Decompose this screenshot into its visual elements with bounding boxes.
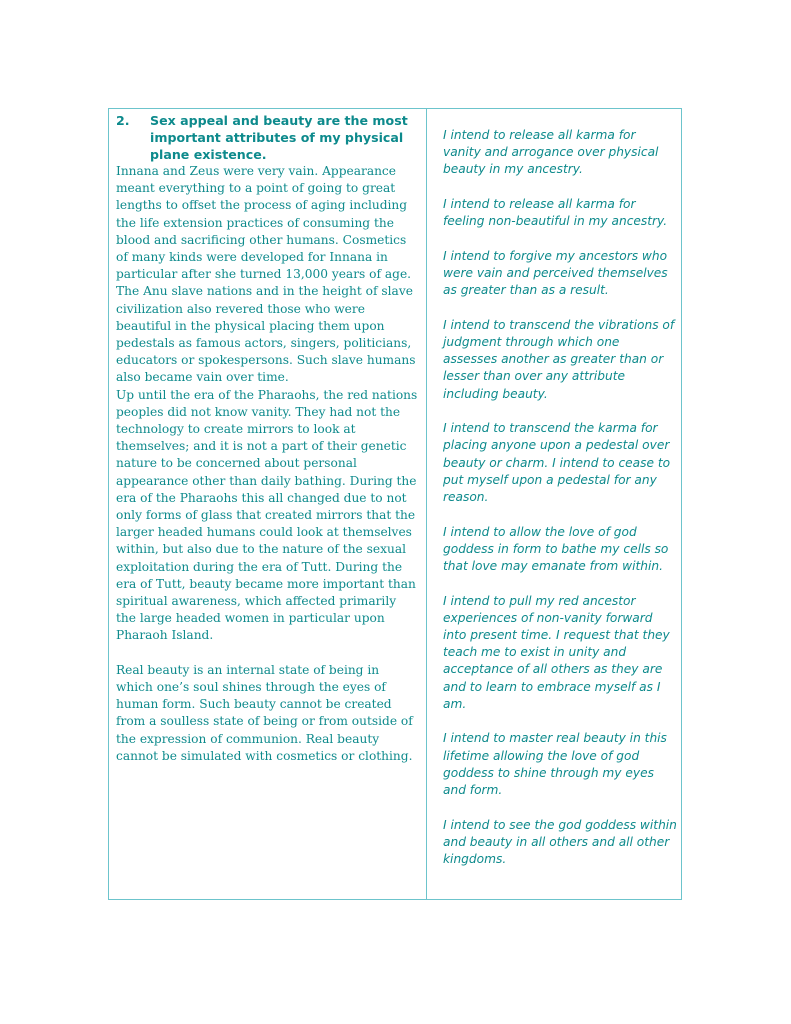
paragraph: The Anu slave nations and in the height of slave civilization also revered those who were beautiful in the physical placing them upon pedestals as famous actors, singers, politicians, educators or spokespersons. Such slave humans also became vain over time. — [116, 284, 416, 385]
item-heading — [116, 112, 418, 163]
left-column — [109, 109, 427, 899]
intent-statement: I intend to release all karma for feeling non-beautiful in my ancestry. — [443, 197, 668, 229]
intent-statement: I intend to pull my red ancestor experiences of non-vanity forward into present time. I request that they teach me to exist in unity and acceptance of all others as they are and to learn to embrace myself as I am. — [443, 593, 670, 711]
content-table — [108, 108, 682, 900]
intent-statement: I intend to forgive my ancestors who were vain and perceived themselves as greater than as a result. — [443, 248, 668, 298]
intent-statement: I intend to master real beauty in this lifetime allowing the love of god goddess to shine through my eyes and form. — [443, 731, 667, 798]
paragraph: Up until the era of the Pharaohs, the red nations peoples did not know vanity. They had not the technology to create mirrors to look at themselves; and it is not a part of their genetic nature to be concerned about personal appearance other than daily bathing. During the era of the Pharaohs this all changed due to not only forms of glass that created mirrors that the larger headed humans could look at themselves within, but also due to the nature of the sexual exploitation during the era of Tutt. During the era of Tutt, beauty became more important than spiritual awareness, which affected primarily the large headed women in particular upon Pharaoh Island. — [116, 387, 418, 643]
intent-statement: I intend to transcend the karma for placing anyone upon a pedestal over beauty or charm. I intend to cease to put myself upon a pedestal for any reason. — [443, 421, 671, 505]
intent-statement: I intend to allow the love of god goddess in form to bathe my cells so that love may emanate from within. — [443, 524, 669, 574]
paragraph: Real beauty is an internal state of being in which one’s soul shines through the eyes of human form. Such beauty cannot be created from a soulless state of being or from outside of the expression of communion. Real beauty cannot be simulated with cosmetics or clothing. — [116, 662, 413, 763]
intent-statement: I intend to see the god goddess within and beauty in all others and all other kingdoms. — [443, 817, 677, 867]
intent-statement: I intend to release all karma for vanity and arrogance over physical beauty in my ancestry. — [443, 128, 659, 177]
right-column — [427, 109, 681, 899]
intent-statement: I intend to transcend the vibrations of judgment through which one assesses another as greater than or lesser than over any attribute including beauty. — [443, 317, 675, 401]
paragraph: Innana and Zeus were very vain. Appearance meant everything to a point of going to great lengths to offset the process of aging including the life extension practices of consuming the blood and sacrificing other humans. Cosmetics of many kinds were developed for Innana in particular after she turned 13,000 years of age. — [116, 164, 412, 282]
item-title: Sex appeal and beauty are the most important attributes of my physical plane existence. — [150, 113, 408, 162]
item-number: 2. — [116, 113, 130, 128]
